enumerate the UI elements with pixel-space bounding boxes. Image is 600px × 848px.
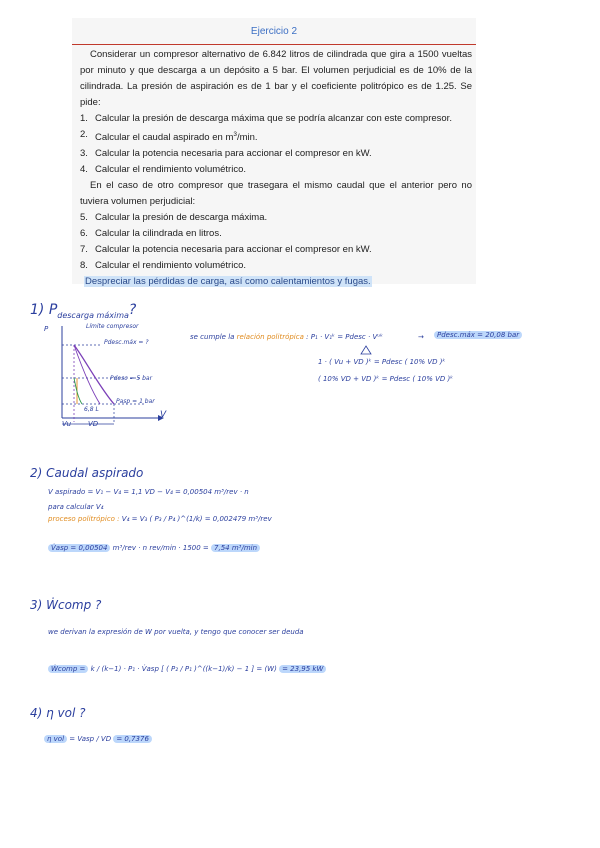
s4-equation: η vol = Vasp / VD = 0,7376 [44, 735, 152, 743]
section-1-heading: 1) $P_{descarga máxima}$? [30, 302, 137, 320]
exercise-statement [72, 18, 476, 288]
highlighted-note: Despreciar las pérdidas de carga, así como calentamientos y fugas. [85, 276, 371, 288]
section-2-heading: 2) Caudal aspirado [30, 466, 144, 480]
axis-v-label: V [160, 410, 167, 420]
s1-text: se cumple la relación politrópica : P₁ · V₁ᵏ = Pdesc · Vᵘᵏ [190, 333, 384, 341]
question-list-b [80, 210, 472, 274]
second-case-text: En el caso de otro compresor que trasegara el mismo caudal que el anterior pero no tuviera volumen perjudicial: [80, 180, 472, 208]
axis-p-label: P [44, 325, 49, 333]
exercise-title: Ejercicio 2 [250, 26, 298, 37]
s1-eq3: ( 10% VD + VD )ᵏ = Pdesc ( 10% VD )ᵏ [318, 375, 454, 383]
section-4-heading: 4) η vol ? [30, 706, 86, 720]
vu-label: Vu [62, 420, 72, 428]
delta-icon [360, 345, 372, 355]
s1-eq2: 1 · ( Vu + VD )ᵏ = Pdesc ( 10% VD )ᵏ [318, 358, 446, 366]
s3-line1: we derivan la expresión de W por vuelta, y tengo que conocer ser deuda [48, 628, 304, 636]
limit-compressor-label: Límite compresor [86, 323, 139, 330]
pmax-label: Pdesc.máx = ? [104, 339, 149, 346]
question-item: 2. Calcular el caudal aspirado en $m^3/\min$. [80, 129, 258, 144]
question-item: 8. Calcular el rendimiento volumétrico. [80, 260, 247, 272]
vd-label: VD [88, 420, 99, 428]
s2-line1: V aspirado = V₁ − V₄ = 1,1 VD − V₄ = 0,00504 m³/rev · n [48, 488, 249, 496]
question-item: 1. Calcular la presión de descarga máxima que se podría alcanzar con este compresor. [80, 113, 452, 124]
s1-result: Pdesc.máx = 20,08 bar [434, 331, 522, 339]
question-item: 5. Calcular la presión de descarga máxima. [80, 212, 268, 224]
s1-arrow: → [418, 333, 424, 341]
question-list-a [80, 111, 472, 178]
question-item: 7. Calcular la potencia necesaria para accionar el compresor en kW. [80, 244, 372, 256]
small-volume-label: 6,8 L [84, 406, 99, 413]
question-item: 3. Calcular la potencia necesaria para accionar el compresor en kW. [80, 148, 372, 160]
exercise-intro: Considerar un compresor alternativo de 6.842 litros de cilindrada que gira a 1500 vueltas por minuto y que descarga a un depósito a 5 bar. El volumen perjudicial es de 10% de la cilindrada. La presión de aspiración es de 1 bar y el coeficiente politrópico es de 1.25. Se pide: [80, 49, 472, 108]
compression-curve [74, 345, 114, 404]
exercise-body [80, 47, 472, 290]
question-item: 6. Calcular la cilindrada en litros. [80, 228, 222, 240]
politropic-relation-label: relación politrópica [236, 333, 304, 341]
question-item: 4. Calcular el rendimiento volumétrico. [80, 164, 247, 176]
s2-line3: proceso politrópico : V₄ = V₃ ( P₃ / P₄ )^(1/k) = 0,002479 m³/rev [48, 515, 272, 523]
s2-line2: para calcular V₄ [48, 503, 104, 511]
pdesc-label: Pdesc = 5 bar [110, 375, 153, 382]
s3-equation: Ẇcomp = k / (k−1) · P₁ · V̇asp [ ( P₂ / P₁ )^((k−1)/k) − 1 ] = (W) = 23,95 kW [48, 665, 326, 673]
pasp-label: Pasp = 1 bar [116, 398, 155, 405]
s2-line4: V̇asp = 0,00504 m³/rev · n rev/min · 1500 = 7,54 m³/min [48, 544, 260, 552]
section-3-heading: 3) Ẇcomp ? [30, 598, 102, 612]
title-underline [72, 44, 476, 45]
